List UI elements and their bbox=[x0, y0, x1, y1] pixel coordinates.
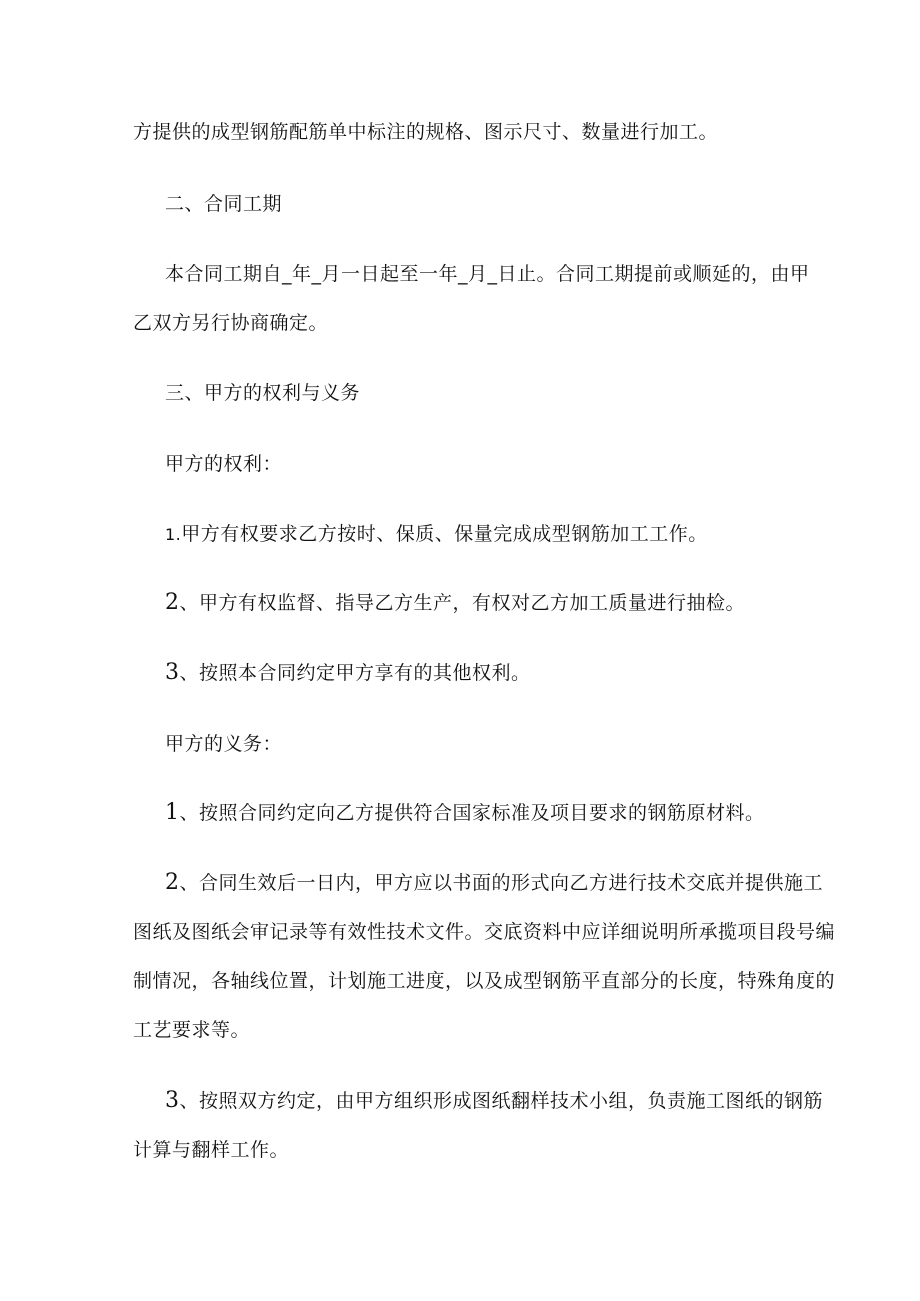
duty-item-3-text-1: 、按照双方约定，由甲方组织形成图纸翻样技术小组，负责施工图纸的钢筋 bbox=[179, 1090, 824, 1112]
duty-item-2-line-3: 制情况，各轴线位置，计划施工进度，以及成型钢筋平直部分的长度，特殊角度的 bbox=[133, 970, 836, 992]
duty-item-2-line-1 bbox=[165, 871, 823, 895]
section-heading-contract-term: 二、合同工期 bbox=[165, 193, 283, 215]
paragraph-term-line-1: 本合同工期自_年_月一日起至一年_月_日止。合同工期提前或顺延的，由甲 bbox=[165, 263, 810, 285]
duty-item-2-line-4: 工艺要求等。 bbox=[133, 1019, 251, 1041]
duty-item-2-line-2: 图纸及图纸会审记录等有效性技术文件。交底资料中应详细说明所承揽项目段号编 bbox=[133, 921, 836, 943]
right-item-3 bbox=[165, 661, 531, 685]
duty-item-3-line-2: 计算与翻样工作。 bbox=[133, 1139, 290, 1161]
right-item-1 bbox=[165, 522, 708, 547]
right-item-2 bbox=[165, 591, 745, 615]
section-heading-rights-duties: 三、甲方的权利与义务 bbox=[165, 382, 361, 404]
duty-item-3-line-1 bbox=[165, 1089, 823, 1113]
right-item-1-number: 1. bbox=[165, 525, 182, 544]
duty-item-3-number: 3 bbox=[165, 1088, 180, 1113]
rights-title: 甲方的权利： bbox=[165, 453, 283, 475]
right-item-2-number: 2 bbox=[165, 590, 180, 615]
right-item-1-text: 甲方有权要求乙方按时、保质、保量完成成型钢筋加工工作。 bbox=[181, 523, 708, 545]
right-item-2-text: 、甲方有权监督、指导乙方生产，有权对乙方加工质量进行抽检。 bbox=[179, 592, 746, 614]
duties-title: 甲方的义务： bbox=[165, 733, 283, 755]
duty-item-2-number: 2 bbox=[165, 870, 180, 895]
paragraph-term-line-2: 乙双方另行协商确定。 bbox=[133, 312, 329, 334]
right-item-3-text: 、按照本合同约定甲方享有的其他权利。 bbox=[179, 662, 531, 684]
duty-item-1-text: 、按照合同约定向乙方提供符合国家标准及项目要求的钢筋原材料。 bbox=[179, 802, 765, 824]
duty-item-2-text-1: 、合同生效后一日内，甲方应以书面的形式向乙方进行技术交底并提供施工 bbox=[179, 872, 824, 894]
right-item-3-number: 3 bbox=[165, 660, 180, 685]
duty-item-1 bbox=[165, 801, 765, 825]
duty-item-1-number: 1 bbox=[165, 800, 180, 825]
paragraph-intro-continuation: 方提供的成型钢筋配筋单中标注的规格、图示尺寸、数量进行加工。 bbox=[133, 121, 719, 143]
